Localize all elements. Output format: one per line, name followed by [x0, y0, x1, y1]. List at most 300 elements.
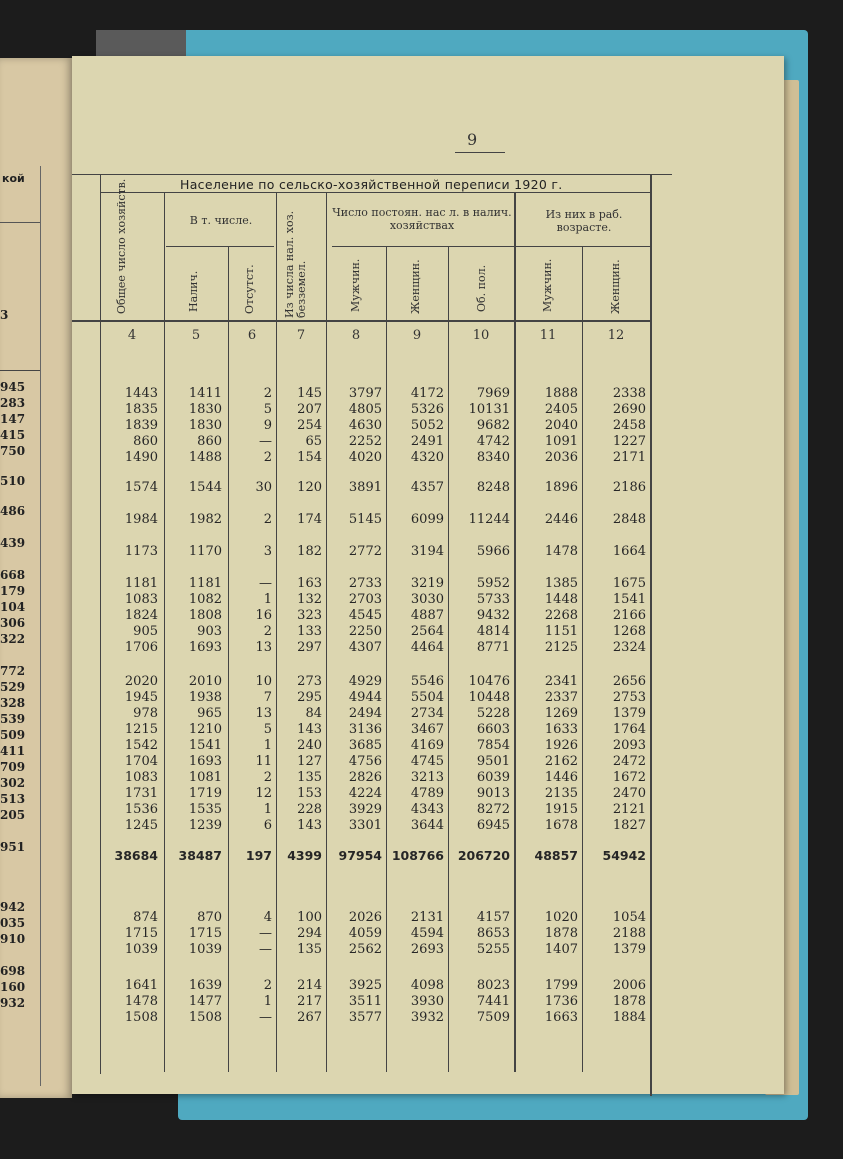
- table-cell: 4098: [410, 978, 444, 993]
- table-cell: 4545: [348, 608, 382, 623]
- table-cell: 1641: [124, 978, 158, 993]
- table-cell: 1268: [612, 624, 646, 639]
- table-cell: 4224: [348, 786, 382, 801]
- table-cell: 4594: [410, 926, 444, 941]
- table-cell: 3467: [410, 722, 444, 737]
- table-cell: 10131: [468, 402, 510, 417]
- table-cell: 9013: [476, 786, 510, 801]
- left-page-number: 510: [0, 474, 26, 488]
- table-cell: 2268: [544, 608, 578, 623]
- total-cell: 38487: [178, 848, 222, 863]
- table-cell: 4343: [410, 802, 444, 817]
- table-cell: 3925: [348, 978, 382, 993]
- table-cell: 4320: [410, 450, 444, 465]
- table-cell: 1535: [188, 802, 222, 817]
- table-cell: 1173: [124, 544, 158, 559]
- table-cell: 1081: [188, 770, 222, 785]
- table-cell: 1: [263, 802, 272, 817]
- table-cell: 2252: [348, 434, 382, 449]
- table-cell: 4020: [348, 450, 382, 465]
- page-number: 9: [467, 130, 478, 149]
- table-cell: 1478: [124, 994, 158, 1009]
- left-page-number: 772: [0, 664, 26, 678]
- table-cell: 2494: [348, 706, 382, 721]
- table-cell: 1091: [544, 434, 578, 449]
- table-cell: 1693: [188, 754, 222, 769]
- table-cell: 13: [255, 640, 272, 655]
- left-page-number: 205: [0, 808, 26, 822]
- table-cell: 1: [263, 592, 272, 607]
- table-cell: 1633: [544, 722, 578, 737]
- table-cell: 5504: [410, 690, 444, 705]
- left-page-number: 283: [0, 396, 26, 410]
- left-page-number: 668: [0, 568, 26, 582]
- column-number: 7: [296, 328, 306, 343]
- table-cell: 9501: [476, 754, 510, 769]
- left-page-number: 709: [0, 760, 26, 774]
- table-cell: 2: [263, 624, 272, 639]
- table-cell: 4307: [348, 640, 382, 655]
- table-cell: 1544: [188, 480, 222, 495]
- table-cell: 6039: [476, 770, 510, 785]
- table-cell: 2848: [612, 512, 646, 527]
- left-page-number: 942: [0, 900, 26, 914]
- table-cell: 3929: [348, 802, 382, 817]
- left-page-number: 486: [0, 504, 26, 518]
- table-cell: 4814: [476, 624, 510, 639]
- table-cell: 2188: [612, 926, 646, 941]
- table-cell: 2341: [544, 674, 578, 689]
- table-cell: 2036: [544, 450, 578, 465]
- table-cell: 1210: [188, 722, 222, 737]
- table-cell: 163: [297, 576, 322, 591]
- table-cell: 2093: [612, 738, 646, 753]
- table-cell: 3644: [410, 818, 444, 833]
- table-cell: 2772: [348, 544, 382, 559]
- table-cell: 1379: [612, 706, 646, 721]
- table-cell: 1269: [544, 706, 578, 721]
- table-cell: 2564: [410, 624, 444, 639]
- table-cell: 4059: [348, 926, 382, 941]
- left-page-number: 529: [0, 680, 26, 694]
- table-cell: 228: [297, 802, 322, 817]
- table-cell: 1448: [544, 592, 578, 607]
- table-cell: 4745: [410, 754, 444, 769]
- header-total-households: Общее число хозяйств.: [115, 178, 128, 314]
- table-cell: 240: [297, 738, 322, 753]
- table-cell: 2446: [544, 512, 578, 527]
- table-cell: 1706: [124, 640, 158, 655]
- total-cell: 48857: [534, 848, 578, 863]
- table-cell: 2753: [612, 690, 646, 705]
- column-number: 11: [539, 328, 557, 343]
- total-cell: 206720: [457, 848, 510, 863]
- table-cell: 1808: [188, 608, 222, 623]
- table-cell: 978: [133, 706, 158, 721]
- table-cell: 5952: [476, 576, 510, 591]
- table-cell: 2026: [348, 910, 382, 925]
- table-cell: 143: [297, 818, 322, 833]
- table-cell: 4742: [476, 434, 510, 449]
- left-page-number: 539: [0, 712, 26, 726]
- table-cell: 1083: [124, 592, 158, 607]
- table-cell: 1878: [612, 994, 646, 1009]
- table-cell: 7509: [476, 1010, 510, 1025]
- left-page-number: 322: [0, 632, 26, 646]
- table-cell: 5052: [410, 418, 444, 433]
- left-page-number: 439: [0, 536, 26, 550]
- total-cell: 108766: [391, 848, 444, 863]
- table-cell: 1672: [612, 770, 646, 785]
- table-cell: 2458: [612, 418, 646, 433]
- table-cell: 2656: [612, 674, 646, 689]
- table-cell: 3219: [410, 576, 444, 591]
- table-cell: 1799: [544, 978, 578, 993]
- total-cell: 54942: [602, 848, 646, 863]
- table-cell: 1830: [188, 418, 222, 433]
- table-cell: 1896: [544, 480, 578, 495]
- table-cell: 1379: [612, 942, 646, 957]
- header-resident-group: Число постоян. нас л. в налич. хозяйствах: [332, 206, 512, 232]
- table-cell: 1508: [188, 1010, 222, 1025]
- table-cell: —: [259, 434, 272, 449]
- table-cell: 9432: [476, 608, 510, 623]
- table-cell: 10448: [468, 690, 510, 705]
- column-number: 8: [351, 328, 361, 343]
- table-cell: 3685: [348, 738, 382, 753]
- table-cell: 4357: [410, 480, 444, 495]
- table-cell: 2171: [612, 450, 646, 465]
- table-cell: 4172: [410, 386, 444, 401]
- table-cell: 1719: [188, 786, 222, 801]
- table-cell: 1731: [124, 786, 158, 801]
- table-cell: 5: [263, 722, 272, 737]
- table-cell: 1541: [612, 592, 646, 607]
- table-cell: 5733: [476, 592, 510, 607]
- table-cell: 323: [297, 608, 322, 623]
- header-female: Женщин.: [409, 259, 422, 314]
- table-cell: 2166: [612, 608, 646, 623]
- table-cell: 1938: [188, 690, 222, 705]
- table-cell: 3891: [348, 480, 382, 495]
- header-male: Мужчин.: [349, 258, 362, 312]
- table-cell: 2733: [348, 576, 382, 591]
- table-cell: 5145: [348, 512, 382, 527]
- table-cell: 1663: [544, 1010, 578, 1025]
- table-cell: 2131: [410, 910, 444, 925]
- table-cell: 1764: [612, 722, 646, 737]
- table-cell: 100: [297, 910, 322, 925]
- table-cell: 1715: [188, 926, 222, 941]
- table-cell: 2703: [348, 592, 382, 607]
- table-cell: 7441: [476, 994, 510, 1009]
- table-cell: 4789: [410, 786, 444, 801]
- table-cell: 6603: [476, 722, 510, 737]
- table-cell: 207: [297, 402, 322, 417]
- table-cell: 3301: [348, 818, 382, 833]
- table-cell: 1704: [124, 754, 158, 769]
- table-cell: 1443: [124, 386, 158, 401]
- table-cell: 1541: [188, 738, 222, 753]
- table-cell: 267: [297, 1010, 322, 1025]
- table-cell: 1508: [124, 1010, 158, 1025]
- table-cell: 143: [297, 722, 322, 737]
- table-cell: 6099: [410, 512, 444, 527]
- table-caption: Население по сельско-хозяйственной переписи 1920 г.: [180, 177, 563, 192]
- table-cell: 3932: [410, 1010, 444, 1025]
- table-cell: 5228: [476, 706, 510, 721]
- table-cell: 1736: [544, 994, 578, 1009]
- table-cell: 2006: [612, 978, 646, 993]
- table-cell: 860: [133, 434, 158, 449]
- header-working-male: Мужчин.: [541, 258, 554, 312]
- table-cell: 1490: [124, 450, 158, 465]
- table-cell: 1477: [188, 994, 222, 1009]
- table-cell: 16: [255, 608, 272, 623]
- table-cell: 1878: [544, 926, 578, 941]
- table-cell: —: [259, 1010, 272, 1025]
- table-cell: 4756: [348, 754, 382, 769]
- table-cell: 1385: [544, 576, 578, 591]
- table-cell: 1478: [544, 544, 578, 559]
- table-cell: 2020: [124, 674, 158, 689]
- table-cell: 1039: [124, 942, 158, 957]
- table-cell: 2010: [188, 674, 222, 689]
- table-cell: 2125: [544, 640, 578, 655]
- table-cell: 2337: [544, 690, 578, 705]
- table-cell: 294: [297, 926, 322, 941]
- left-page-number: 932: [0, 996, 26, 1010]
- table-cell: 8653: [476, 926, 510, 941]
- table-cell: 84: [305, 706, 322, 721]
- table-cell: 2135: [544, 786, 578, 801]
- document-page: [72, 56, 784, 1094]
- table-cell: 965: [197, 706, 222, 721]
- table-cell: 874: [133, 910, 158, 925]
- table-cell: 1945: [124, 690, 158, 705]
- table-cell: 1083: [124, 770, 158, 785]
- table-cell: 127: [297, 754, 322, 769]
- table-cell: 1151: [544, 624, 578, 639]
- left-page-number: 951: [0, 840, 26, 854]
- table-cell: 8340: [476, 450, 510, 465]
- table-cell: 1020: [544, 910, 578, 925]
- left-page-number: 415: [0, 428, 26, 442]
- table-cell: 174: [297, 512, 322, 527]
- table-cell: 2472: [612, 754, 646, 769]
- table-cell: 2186: [612, 480, 646, 495]
- table-cell: 2: [263, 450, 272, 465]
- table-cell: 3511: [348, 994, 382, 1009]
- table-cell: 2: [263, 770, 272, 785]
- table-cell: —: [259, 942, 272, 957]
- table-cell: 10: [255, 674, 272, 689]
- table-cell: 1082: [188, 592, 222, 607]
- column-number: 12: [607, 328, 625, 343]
- left-page-header: кой: [0, 166, 41, 223]
- table-cell: 1664: [612, 544, 646, 559]
- table-cell: 4887: [410, 608, 444, 623]
- table-cell: 2470: [612, 786, 646, 801]
- table-cell: 3194: [410, 544, 444, 559]
- table-cell: 1984: [124, 512, 158, 527]
- table-cell: 1411: [188, 386, 222, 401]
- table-cell: 1884: [612, 1010, 646, 1025]
- table-cell: 2: [263, 512, 272, 527]
- table-cell: 3930: [410, 994, 444, 1009]
- table-cell: 1446: [544, 770, 578, 785]
- table-cell: 4464: [410, 640, 444, 655]
- table-cell: 4630: [348, 418, 382, 433]
- total-cell: 97954: [338, 848, 382, 863]
- table-cell: 1715: [124, 926, 158, 941]
- table-cell: 120: [297, 480, 322, 495]
- table-cell: —: [259, 926, 272, 941]
- table-cell: 135: [297, 770, 322, 785]
- table-cell: 3213: [410, 770, 444, 785]
- table-cell: 1888: [544, 386, 578, 401]
- left-page-number: 147: [0, 412, 26, 426]
- table-cell: 2250: [348, 624, 382, 639]
- table-cell: 1542: [124, 738, 158, 753]
- table-cell: 870: [197, 910, 222, 925]
- left-page-number: 910: [0, 932, 26, 946]
- table-cell: 1839: [124, 418, 158, 433]
- table-cell: 1227: [612, 434, 646, 449]
- table-cell: 5966: [476, 544, 510, 559]
- table-cell: 7969: [476, 386, 510, 401]
- table-cell: 3030: [410, 592, 444, 607]
- column-number: 9: [412, 328, 422, 343]
- table-cell: 3797: [348, 386, 382, 401]
- header-both: Об. пол.: [475, 264, 488, 312]
- column-number: 10: [472, 328, 490, 343]
- left-page-number: 302: [0, 776, 26, 790]
- table-cell: 7: [263, 690, 272, 705]
- left-page-number: 698: [0, 964, 26, 978]
- table-cell: 1675: [612, 576, 646, 591]
- table-cell: 2405: [544, 402, 578, 417]
- table-cell: 217: [297, 994, 322, 1009]
- table-cell: 8272: [476, 802, 510, 817]
- table-cell: 145: [297, 386, 322, 401]
- table-cell: 2690: [612, 402, 646, 417]
- table-cell: 1835: [124, 402, 158, 417]
- table-cell: 1830: [188, 402, 222, 417]
- total-cell: 197: [245, 848, 272, 863]
- table-cell: —: [259, 576, 272, 591]
- table-cell: 2562: [348, 942, 382, 957]
- table-cell: 8771: [476, 640, 510, 655]
- table-cell: 2: [263, 978, 272, 993]
- table-cell: 295: [297, 690, 322, 705]
- table-cell: 11244: [468, 512, 510, 527]
- table-cell: 4: [263, 910, 272, 925]
- table-cell: 1407: [544, 942, 578, 957]
- table-cell: 2826: [348, 770, 382, 785]
- table-cell: 9: [263, 418, 272, 433]
- left-page-number: 179: [0, 584, 26, 598]
- header-present: Налич.: [187, 270, 200, 312]
- table-cell: 3: [263, 544, 272, 559]
- header-landless: Из числа нал. хоз. безземел.: [283, 210, 308, 318]
- table-cell: 1574: [124, 480, 158, 495]
- table-cell: 1245: [124, 818, 158, 833]
- table-cell: 2491: [410, 434, 444, 449]
- table-cell: 4929: [348, 674, 382, 689]
- left-page-number: 509: [0, 728, 26, 742]
- left-page: [0, 58, 72, 1098]
- table-cell: 214: [297, 978, 322, 993]
- table-cell: 3577: [348, 1010, 382, 1025]
- table-cell: 8023: [476, 978, 510, 993]
- column-number: 5: [191, 328, 201, 343]
- table-cell: 273: [297, 674, 322, 689]
- header-working-group: Из них в раб. возрасте.: [545, 208, 623, 234]
- left-page-number: 750: [0, 444, 26, 458]
- table-cell: 905: [133, 624, 158, 639]
- left-page-number: 328: [0, 696, 26, 710]
- table-cell: 7854: [476, 738, 510, 753]
- table-cell: 2040: [544, 418, 578, 433]
- table-cell: 1915: [544, 802, 578, 817]
- table-cell: 5255: [476, 942, 510, 957]
- header-absent: Отсутст.: [243, 264, 256, 314]
- table-cell: 1170: [188, 544, 222, 559]
- left-page-number: 513: [0, 792, 26, 806]
- table-cell: 65: [305, 434, 322, 449]
- table-cell: 3136: [348, 722, 382, 737]
- table-cell: 1: [263, 994, 272, 1009]
- column-number: 6: [247, 328, 257, 343]
- table-cell: 1215: [124, 722, 158, 737]
- table-cell: 2734: [410, 706, 444, 721]
- left-page-number: 104: [0, 600, 26, 614]
- table-cell: 1827: [612, 818, 646, 833]
- total-cell: 4399: [287, 848, 322, 863]
- left-page-number: 411: [0, 744, 26, 758]
- table-cell: 1181: [188, 576, 222, 591]
- table-cell: 1054: [612, 910, 646, 925]
- table-cell: 2324: [612, 640, 646, 655]
- table-cell: 132: [297, 592, 322, 607]
- table-cell: 2121: [612, 802, 646, 817]
- table-cell: 1824: [124, 608, 158, 623]
- table-cell: 9682: [476, 418, 510, 433]
- table-cell: 4157: [476, 910, 510, 925]
- header-incl-group: В т. числе.: [189, 214, 253, 227]
- table-cell: 297: [297, 640, 322, 655]
- table-cell: 8248: [476, 480, 510, 495]
- table-cell: 6945: [476, 818, 510, 833]
- table-cell: 135: [297, 942, 322, 957]
- table-cell: 4944: [348, 690, 382, 705]
- table-cell: 5: [263, 402, 272, 417]
- table-cell: 1639: [188, 978, 222, 993]
- left-page-number: 160: [0, 980, 26, 994]
- table-cell: 4805: [348, 402, 382, 417]
- left-page-number: 945: [0, 380, 26, 394]
- table-cell: 11: [255, 754, 272, 769]
- total-cell: 38684: [114, 848, 158, 863]
- table-cell: 13: [255, 706, 272, 721]
- table-cell: 4169: [410, 738, 444, 753]
- table-cell: 5546: [410, 674, 444, 689]
- table-cell: 2162: [544, 754, 578, 769]
- left-page-number: 035: [0, 916, 26, 930]
- table-cell: 1239: [188, 818, 222, 833]
- table-cell: 6: [263, 818, 272, 833]
